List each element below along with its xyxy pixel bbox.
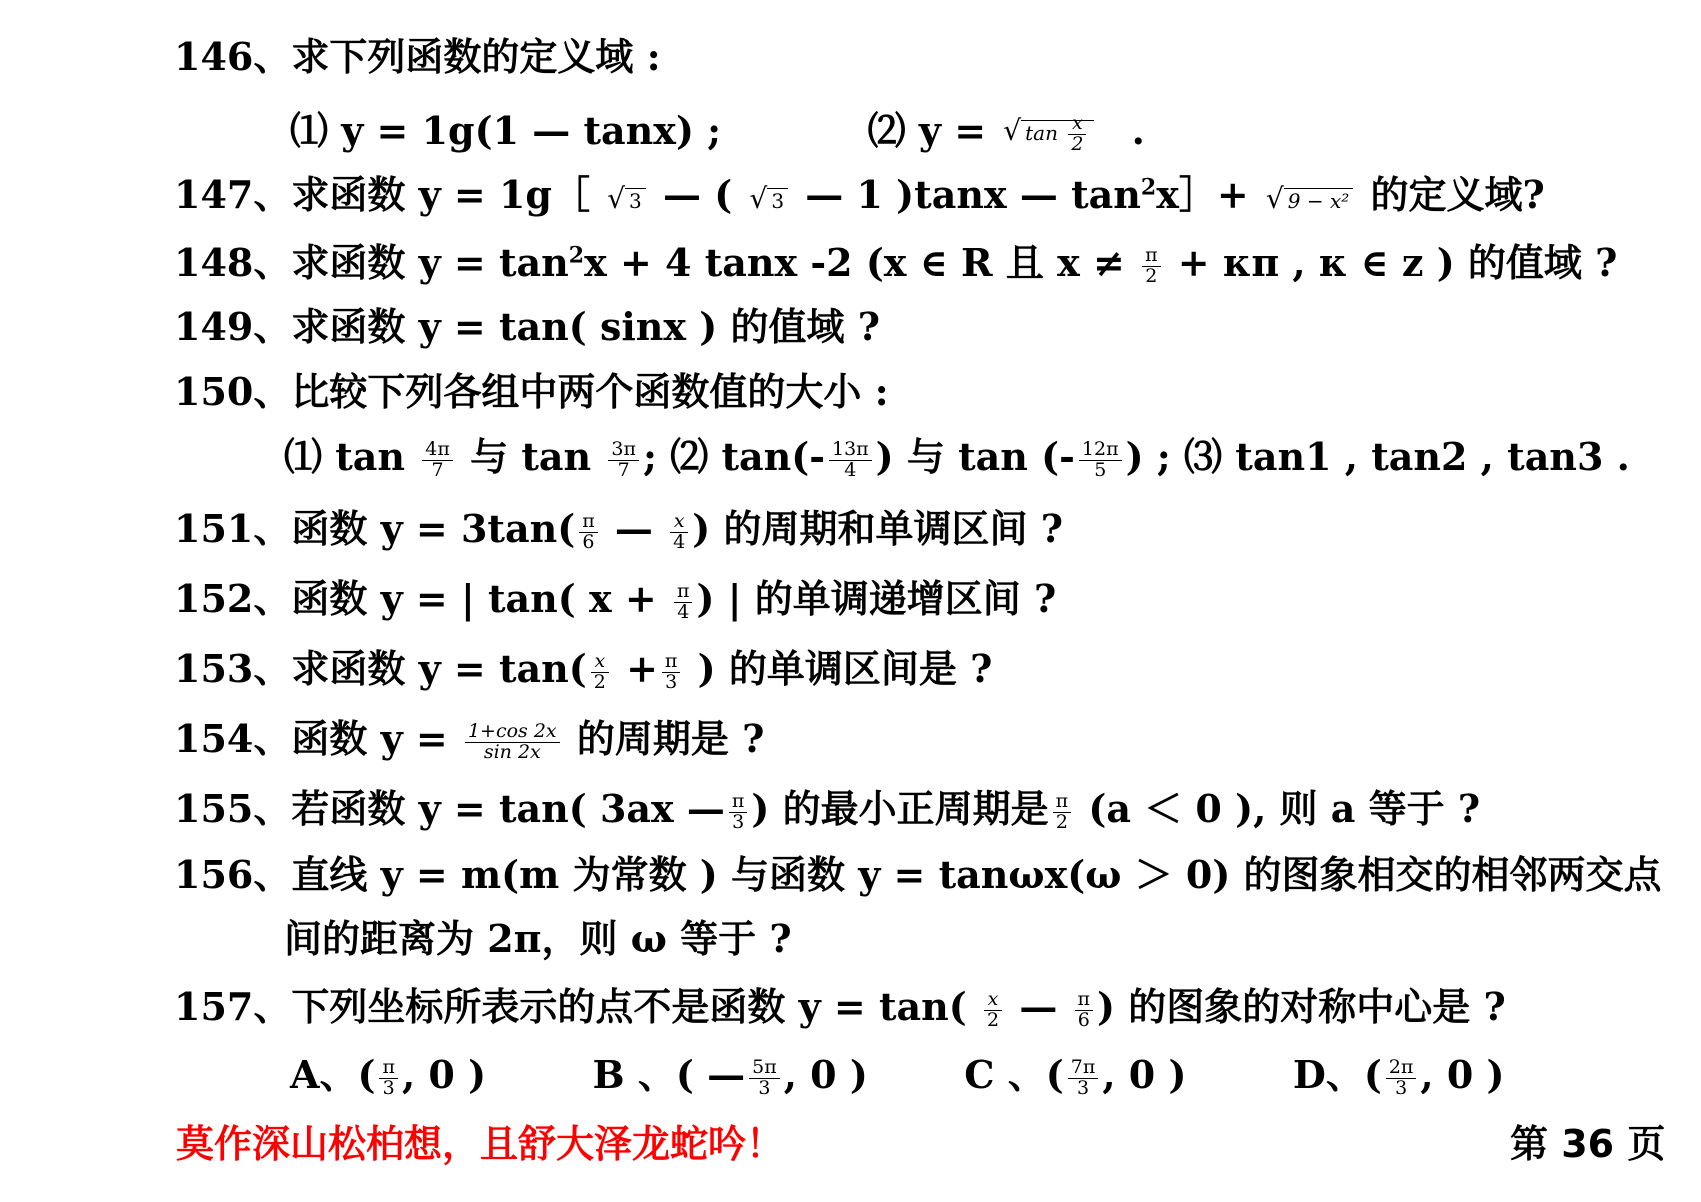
problem-156-cont: 间的距离为 2π，则 ω 等于 ?: [284, 916, 792, 961]
problem-number: 148: [174, 240, 254, 285]
problem-number: 157: [174, 984, 254, 1029]
problem-157: 157、下列坐标所表示的点不是函数 y = tan( $\frac{x}{2}$ — $\frac{\pi}{6}$ ) 的图象的对称中心是 ?: [174, 984, 1506, 1031]
problem-number: 147: [174, 172, 254, 217]
problem-148: 148、求函数 $y = \tan^2x + 4$ tanx -2 (x ∈ R 且 x ≠ $\frac{\pi}{2}$ + κπ , κ ∈ z ) 的值域 ?: [174, 240, 1618, 287]
problem-152: 152、函数 y = | tan( x + $\frac{\pi}{4}$ ) | 的单调递增区间 ?: [174, 576, 1057, 623]
problem-156: 156、直线 y = m(m 为常数 ) 与函数 y = tanωx(ω ＞ 0) 的图象相交的相邻两交点: [174, 852, 1662, 897]
option-b: B 、( — $\frac{5\pi}{3}$ , 0 ): [592, 1052, 868, 1099]
problem-number: 156: [174, 852, 254, 897]
problem-157-options: [290, 1052, 1505, 1099]
problem-151: 151、函数 y = 3tan( $\frac{\pi}{6}$ — $\frac{x}{4}$ ) 的周期和单调区间 ?: [174, 506, 1063, 553]
part-2: ⑵ y =: [867, 108, 1000, 153]
option-a: A、( $\frac{\pi}{3}$ , 0 ): [290, 1052, 487, 1099]
problem-number: 154: [174, 716, 254, 761]
problem-number: 152: [174, 576, 254, 621]
sqrt-3: √ 3: [607, 185, 646, 213]
problem-155: 155、若函数 y = tan( 3ax — $\frac{\pi}{3}$ ) 的最小正周期是 $\frac{\pi}{2}$ (a ＜ 0 ), 则 a 等于 ?: [174, 786, 1481, 833]
sqrt-3: √ 3: [749, 185, 788, 213]
problem-146-parts: ⑴ y = 1g(1 — tanx) ; ⑵ y = √ tan $\frac{x}{2}$ .: [290, 108, 1145, 155]
page-number: 第 36 页: [1510, 1122, 1666, 1166]
problem-text: 比较下列各组中两个函数值的大小 :: [291, 369, 889, 414]
problem-150-parts: ⑴ tan $\frac{4\pi}{7}$ 与 tan $\frac{3\pi}{7}$ ; ⑵ tan(- $\frac{13\pi}{4}$ ) 与 tan (- $\frac{12\pi}{5}$ ) ; ⑶ tan1 , tan2 , tan3 .: [284, 434, 1630, 481]
problem-150: 150、比较下列各组中两个函数值的大小 :: [174, 369, 889, 414]
problem-154: 154、函数 y = $\frac{1+\cos 2x}{\sin 2x}$ 的周期是 ?: [174, 716, 765, 763]
problem-147: 147、求函数 y = 1g［ √ 3 — ( √ 3 — 1 )tanx — $\tan^2x]+$ √ 9 − x² 的定义域?: [174, 172, 1545, 217]
problem-number: 149: [174, 304, 254, 349]
option-c: C 、( $\frac{7\pi}{3}$ , 0 ): [964, 1052, 1187, 1099]
problem-153: 153、求函数 y = tan( $\frac{x}{2}$ + $\frac{\pi}{3}$ ) 的单调区间是 ?: [174, 646, 993, 693]
option-d: D、( $\frac{2\pi}{3}$ , 0 ): [1292, 1052, 1505, 1099]
fraction: $\frac{\pi}{2}$: [1142, 246, 1161, 287]
problem-number: 155: [174, 786, 254, 831]
footer-quote: 莫作深山松柏想，且舒大泽龙蛇吟！: [176, 1121, 785, 1166]
problem-number: 150: [174, 369, 254, 414]
problem-text: 求函数 y = tan( sinx ) 的值域 ?: [291, 304, 881, 349]
problem-number: 151: [174, 506, 254, 551]
problem-149: 149、求函数 y = tan( sinx ) 的值域 ?: [174, 304, 881, 349]
problem-text: 求下列函数的定义域 :: [291, 34, 661, 79]
part-1: ⑴ y = 1g(1 — tanx) ;: [290, 108, 722, 153]
sqrt-9-minus-x2: √ 9 − x²: [1266, 185, 1353, 213]
sqrt-expression: √ tan $\frac{x}{2}$: [1003, 114, 1094, 155]
problem-number: 146: [174, 34, 254, 79]
problem-146: 146、求下列函数的定义域 :: [174, 34, 661, 79]
problem-number: 153: [174, 646, 254, 691]
